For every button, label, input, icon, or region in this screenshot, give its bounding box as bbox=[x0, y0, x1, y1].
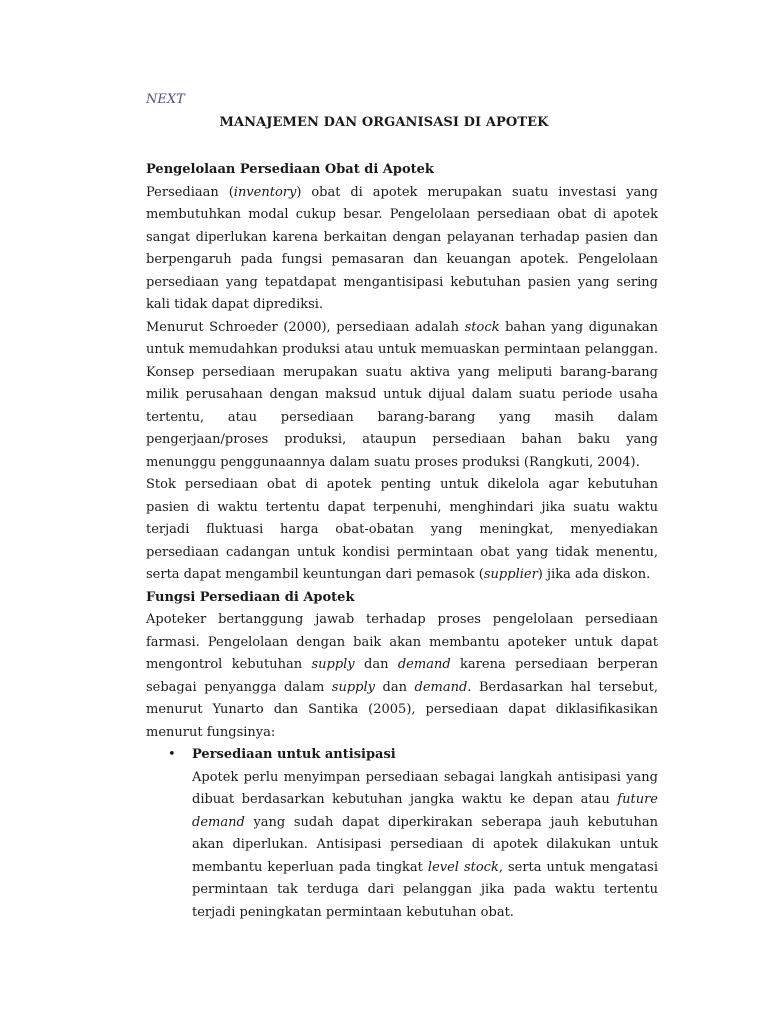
page-title: MANAJEMEN DAN ORGANISASI DI APOTEK bbox=[219, 115, 549, 130]
italic-term: demand bbox=[397, 657, 451, 672]
text-span: dan bbox=[375, 679, 415, 695]
text-span: ) obat di apotek merupakan suatu investasi yang membutuhkan modal cukup besar. Pengelolaan persediaan obat di apotek sangat diperlukan karena berkaitan dengan pelayanan terhadap pasien dan berpengaruh pada fungsi pemasaran dan keuangan apotek. Pengelolaan persediaan yang tepatdapat mengantisipasi kebutuhan pasien yang sering kali tidak dapat diprediksi. bbox=[146, 184, 658, 312]
paragraph-pharmacist-responsibility bbox=[146, 609, 658, 744]
bullet-icon: • bbox=[168, 747, 176, 762]
text-span: yang sudah dapat diperkirakan seberapa jauh kebutuhan akan diperlukan. Antisipasi persediaan di apotek dilakukan untuk membantu keperluan pada tingkat bbox=[192, 814, 658, 875]
italic-term: supplier bbox=[483, 567, 538, 582]
text-span: Apoteker bertanggung jawab terhadap proses pengelolaan persediaan farmasi. Pengelolaan dengan baik akan membantu apoteker untuk dapat mengontrol kebutuhan bbox=[146, 612, 658, 672]
text-span: dan bbox=[354, 657, 398, 672]
italic-term: demand bbox=[414, 679, 468, 695]
text-span: Apotek perlu menyimpan persediaan sebagai langkah antisipasi yang dibuat berdasarkan kebutuhan jangka waktu ke depan atau bbox=[192, 769, 658, 807]
paragraph-schroeder bbox=[146, 317, 658, 475]
italic-term: inventory bbox=[233, 184, 297, 200]
text-span: bahan yang digunakan untuk memudahkan produksi atau untuk memuaskan permintaan pelanggan. Konsep persediaan merupakan suatu aktiva yang meliputi barang-barang milik perusahaan dengan maksud untuk dijual dalam suatu periode usaha tertentu, atau persediaan barang-barang yang masih dalam pengerjaan/proses produksi, ataupun persediaan bahan baku yang menunggu penggunaannya dalam suatu proses produksi (Rangkuti, 2004). bbox=[146, 319, 658, 470]
next-link[interactable]: NEXT bbox=[146, 92, 185, 107]
section-heading-inventory-management: Pengelolaan Persediaan Obat di Apotek bbox=[146, 162, 434, 177]
italic-term: stock bbox=[464, 319, 500, 335]
italic-term: supply bbox=[311, 657, 355, 672]
text-span: ) jika ada diskon. bbox=[537, 567, 651, 582]
text-span: karena persediaan berperan sebagai penyangga dalam bbox=[146, 657, 658, 695]
paragraph-inventory-definition bbox=[146, 182, 658, 317]
italic-term: future demand bbox=[192, 792, 658, 830]
text-span: Stok persediaan obat di apotek penting untuk dikelola agar kebutuhan pasien di waktu tertentu dapat terpenuhi, menghindari jika suatu waktu terjadi fluktuasi harga obat-obatan yang meningkat, menyediakan persediaan cadangan untuk kondisi permintaan obat yang tidak menentu, serta dapat mengambil keuntungan dari pemasok ( bbox=[146, 477, 658, 582]
text-span: Menurut Schroeder (2000), persediaan adalah bbox=[146, 319, 465, 335]
italic-term: supply bbox=[331, 679, 375, 695]
bullet-item-anticipation bbox=[146, 744, 658, 767]
text-span: Persediaan ( bbox=[146, 184, 234, 200]
document-body bbox=[146, 159, 658, 924]
bullet-heading: Persediaan untuk antisipasi bbox=[192, 747, 396, 762]
paragraph-anticipation bbox=[146, 767, 658, 925]
paragraph-stock-importance bbox=[146, 474, 658, 587]
text-span: . Berdasarkan hal tersebut, menurut Yunarto dan Santika (2005), persediaan dapat diklasifikasikan menurut fungsinya: bbox=[146, 679, 658, 740]
section-heading-inventory-function: Fungsi Persediaan di Apotek bbox=[146, 589, 355, 605]
text-span: , serta untuk mengatasi permintaan tak terduga dari pelanggan jika pada waktu tertentu terjadi peningkatan permintaan kebutuhan obat. bbox=[192, 859, 659, 920]
italic-term: level stock bbox=[427, 859, 499, 875]
